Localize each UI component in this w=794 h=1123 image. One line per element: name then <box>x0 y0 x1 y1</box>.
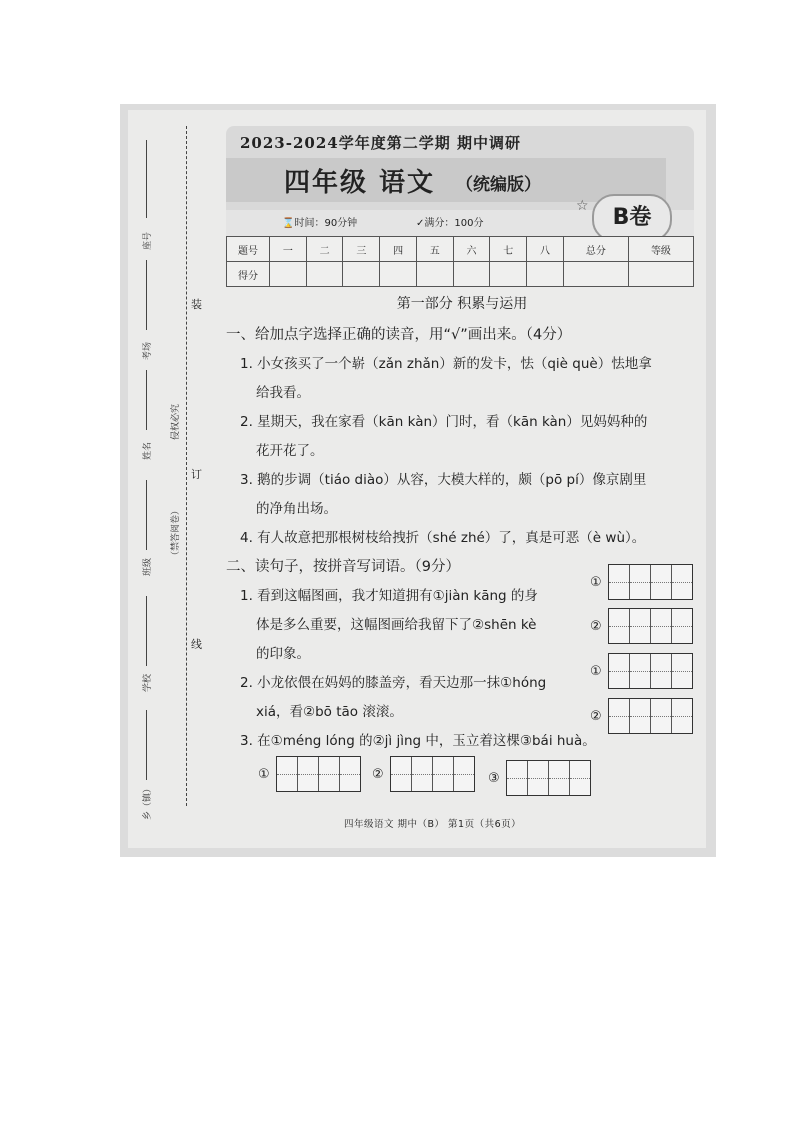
answer-box-2-3-1[interactable] <box>258 756 361 792</box>
time-info <box>282 214 357 229</box>
question-2-1: 1. 看到这幅图画，我才知道拥有①jiàn kāng 的身 <box>240 588 538 604</box>
score-input-cell[interactable] <box>343 262 380 287</box>
writing-grid[interactable] <box>608 608 693 644</box>
score-input-cell[interactable] <box>380 262 417 287</box>
score-table-score-row <box>227 262 694 287</box>
question-1-3: 3. 鹅的步调（tiáo diào）从容，大模大样的，颇（pō pí）像京剧里 <box>240 472 647 488</box>
section-1-title: 一、给加点字选择正确的读音，用“√”画出来。（4分） <box>226 327 572 343</box>
table-cell: 二 <box>306 237 343 262</box>
question-1-4: 4. 有人故意把那根树枝给拽折（shé zhé）了，真是可恶（è wù）。 <box>240 530 646 546</box>
box-number: ① <box>258 766 270 782</box>
paper-version-badge: B卷 <box>592 194 672 242</box>
question-2-1-cont: 体是多么重要，这幅图画给我留下了②shēn kè <box>256 617 537 633</box>
table-cell: 七 <box>490 237 527 262</box>
star-icon: ☆ <box>576 198 589 214</box>
table-cell: 八 <box>527 237 564 262</box>
seat-label: 座号 <box>143 231 153 250</box>
answer-box-2-2-2[interactable] <box>590 698 693 734</box>
table-cell: 三 <box>343 237 380 262</box>
box-number: ② <box>590 708 602 724</box>
table-cell: 总分 <box>563 237 628 262</box>
scanned-photo <box>120 104 716 857</box>
question-2-1-cont2: 的印象。 <box>256 646 310 662</box>
no-answer-notice: （禁答阅卷） <box>171 505 181 560</box>
rights-notice: 侵权必究 <box>171 403 181 440</box>
time-text: 时间：90分钟 <box>294 218 358 229</box>
seat-line <box>146 140 147 218</box>
question-1-2: 2. 星期天，我在家看（kān kàn）门时，看（kān kàn）见妈妈种的 <box>240 414 648 430</box>
table-cell: 四 <box>380 237 417 262</box>
score-input-cell[interactable] <box>270 262 307 287</box>
box-number: ① <box>590 663 602 679</box>
score-input-cell[interactable] <box>490 262 527 287</box>
binding-dashed-line <box>186 126 187 806</box>
writing-grid[interactable] <box>608 698 693 734</box>
question-1-3-cont: 的净角出场。 <box>256 501 337 517</box>
exam-header <box>226 126 694 236</box>
question-2-2-cont: xiá，看②bō tāo 滚滚。 <box>256 704 403 720</box>
score-input-cell[interactable] <box>306 262 343 287</box>
name-label: 姓名 <box>143 441 153 460</box>
question-1-2-cont: 花开花了。 <box>256 443 324 459</box>
table-cell: 得分 <box>227 262 270 287</box>
grade-subject-title: 四年级 语文 <box>284 168 436 198</box>
answer-box-2-3-3[interactable] <box>488 760 591 796</box>
exam-room-line <box>146 260 147 330</box>
writing-grid[interactable] <box>276 756 361 792</box>
name-line <box>146 370 147 430</box>
question-1-1: 1. 小女孩买了一个崭（zǎn zhǎn）新的发卡，怯（qiè què）怯地拿 <box>240 356 652 372</box>
score-input-cell[interactable] <box>563 262 628 287</box>
box-number: ① <box>590 574 602 590</box>
writing-grid[interactable] <box>608 653 693 689</box>
section-2-title: 二、读句子，按拼音写词语。（9分） <box>226 559 460 575</box>
township-label: 乡（镇） <box>143 783 153 820</box>
answer-box-2-2-1[interactable] <box>590 653 693 689</box>
score-table <box>226 236 694 287</box>
writing-grid[interactable] <box>608 564 693 600</box>
table-cell: 五 <box>416 237 453 262</box>
answer-box-2-1-2[interactable] <box>590 608 693 644</box>
check-circle-icon: ✓ <box>416 218 425 229</box>
binding-word-zhuang: 装 <box>191 298 202 311</box>
page-footer: 四年级语文 期中（B） 第1页（共6页） <box>344 819 522 830</box>
full-score-text: 满分：100分 <box>424 218 484 229</box>
school-label: 学校 <box>143 673 153 692</box>
score-table-header-row <box>227 237 694 262</box>
answer-box-2-3-2[interactable] <box>372 756 475 792</box>
writing-grid[interactable] <box>506 760 591 796</box>
question-2-2: 2. 小龙依偎在妈妈的膝盖旁，看天边那一抹①hóng <box>240 675 547 691</box>
table-cell: 题号 <box>227 237 270 262</box>
school-line <box>146 596 147 666</box>
table-cell: 六 <box>453 237 490 262</box>
question-1-1-cont: 给我看。 <box>256 385 310 401</box>
binding-word-ding: 订 <box>191 468 202 481</box>
table-cell: 一 <box>270 237 307 262</box>
score-input-cell[interactable] <box>628 262 693 287</box>
box-number: ② <box>590 618 602 634</box>
exam-room-label: 考场 <box>143 341 153 360</box>
class-line <box>146 480 147 550</box>
class-label: 班级 <box>143 557 153 576</box>
box-number: ② <box>372 766 384 782</box>
score-input-cell[interactable] <box>416 262 453 287</box>
hourglass-icon: ⌛ <box>282 218 295 229</box>
answer-box-2-1-1[interactable] <box>590 564 693 600</box>
score-info <box>416 214 483 229</box>
table-cell: 等级 <box>628 237 693 262</box>
box-number: ③ <box>488 770 500 786</box>
score-input-cell[interactable] <box>453 262 490 287</box>
part-title: 第一部分 积累与运用 <box>396 296 528 312</box>
exam-paper <box>128 110 706 848</box>
question-2-3: 3. 在①méng lóng 的②jì jìng 中，玉立着这棵③bái huà。 <box>240 733 596 749</box>
writing-grid[interactable] <box>390 756 475 792</box>
township-line <box>146 710 147 780</box>
score-input-cell[interactable] <box>527 262 564 287</box>
binding-word-xian: 线 <box>191 638 202 651</box>
edition-label: （统编版） <box>456 175 541 195</box>
year-title: 2023-2024学年度第二学期 期中调研 <box>240 134 521 152</box>
